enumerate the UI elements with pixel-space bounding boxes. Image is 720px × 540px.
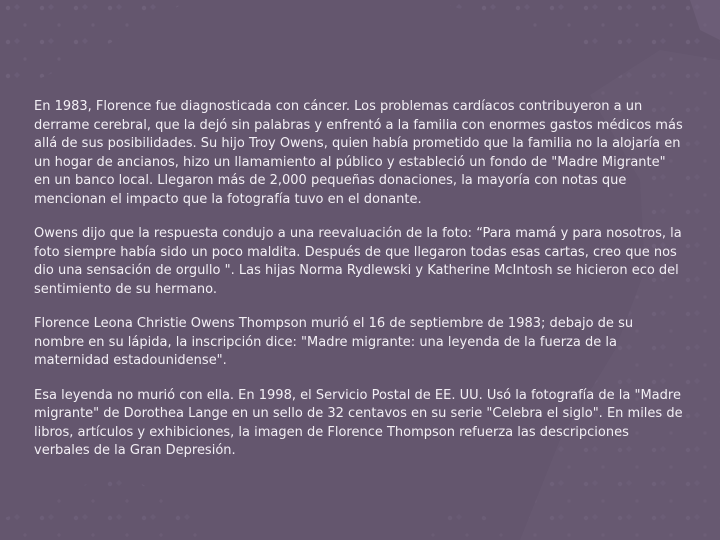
body-text [34, 98, 684, 477]
paragraph-4: Esa leyenda no murió con ella. En 1998, el Servicio Postal de EE. UU. Usó la fotografía de la "Madre migrante" de Dorothea Lange en un sello de 32 centavos en su serie "Celebra el siglo". En miles de libros, artículos y exhibiciones, la imagen de Florence Thompson refuerza las descripciones verbales de la Gran Depresión. [34, 387, 683, 458]
paragraph-2: Owens dijo que la respuesta condujo a una reevaluación de la foto: “Para mamá y para nosotros, la foto siempre había sido un poco maldita. Después de que llegaron todas esas cartas, creo que nos dio una sensación de orgullo ". Las hijas Norma Rydlewski y Katherine McIntosh se hicieron eco del sentimiento de su hermano. [34, 226, 682, 297]
paragraph-3: Florence Leona Christie Owens Thompson murió el 16 de septiembre de 1983; debajo de su nombre en su lápida, la inscripción dice: "Madre migrante: una leyenda de la fuerza de la maternidad estadounidense". [34, 316, 634, 368]
paragraph-1: En 1983, Florence fue diagnosticada con cáncer. Los problemas cardíacos contribuyeron a un derrame cerebral, que la dejó sin palabras y enfrentó a la familia con enormes gastos médicos más allá de sus posibilidades. Su hijo Troy Owens, quien había prometido que la familia no la alojaría en un hogar de ancianos, hizo un llamamiento al público y estableció un fondo de "Madre Migrante" en un banco local. Llegaron más de 2,000 pequeñas donaciones, la mayoría con notas que mencionan el impacto que la fotografía tuvo en el donante. [34, 99, 683, 207]
